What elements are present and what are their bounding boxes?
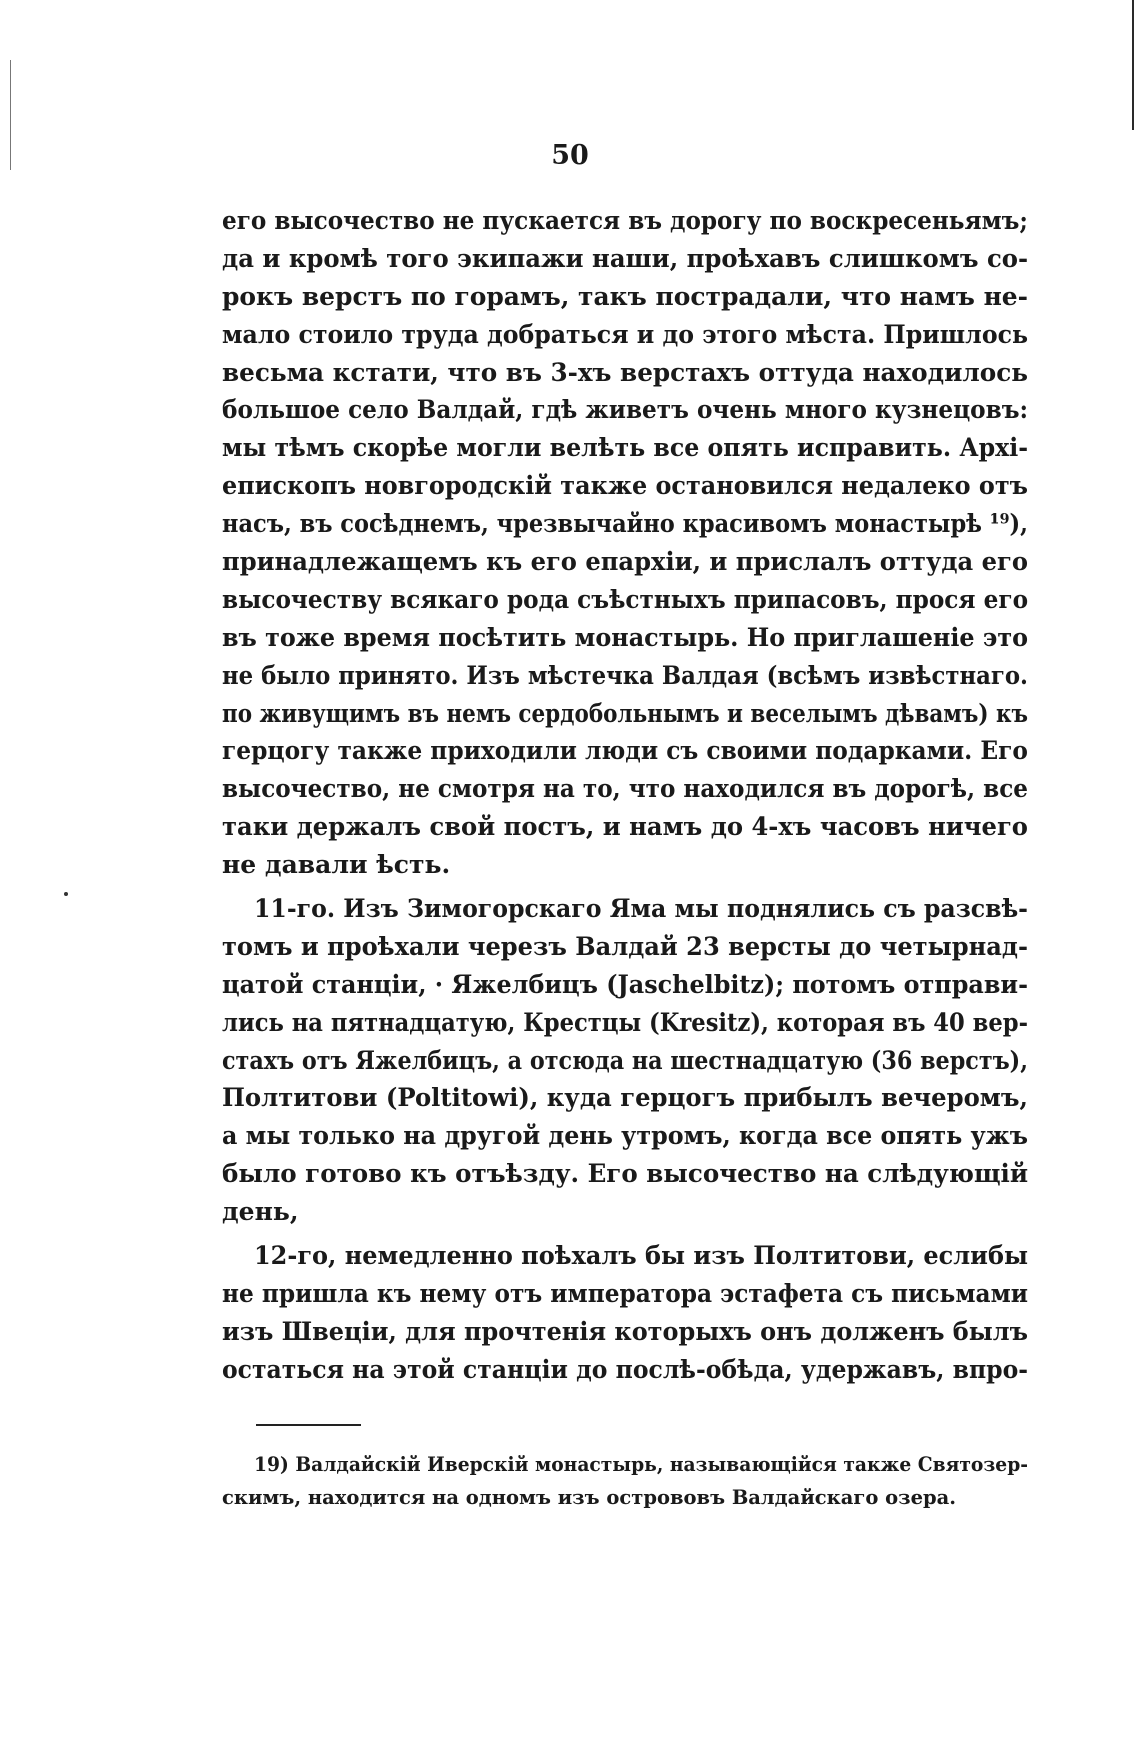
text-line: его высочество не пускается въ дорогу по воскресеньямъ; xyxy=(222,206,1028,235)
text-line: таки держалъ свой постъ, и намъ до 4-хъ часовъ ничего xyxy=(222,812,1028,842)
text-line: мы тѣмъ скорѣе могли велѣть все опять исправить. Архі- xyxy=(222,433,1029,463)
page-edge-line xyxy=(1132,0,1134,130)
text-line: стахъ отъ Яжелбицъ, а отсюда на шестнадцатую (36 верстъ), xyxy=(222,1045,1028,1075)
text-line: а мы только на другой день утромъ, когда все опять ужъ xyxy=(222,1121,1028,1151)
text-line: герцогу также приходили люди съ своими подарками. Его xyxy=(222,736,1028,766)
text-line: мало стоило труда добраться и до этого мѣста. Пришлось xyxy=(222,319,1029,349)
footnote xyxy=(222,1448,1028,1514)
text-line: принадлежащемъ къ его епархіи, и прислалъ оттуда его xyxy=(222,547,1028,577)
text-line: цатой станціи, · Яжелбицъ (Jaschelbitz); потомъ отправи- xyxy=(222,969,1028,999)
text-line: рокъ верстъ по горамъ, такъ пострадали, что намъ не- xyxy=(222,281,1029,311)
text-line: 11-го. Изъ Зимогорскаго Яма мы поднялись съ разсвѣ- xyxy=(254,894,1028,924)
page-number: 50 xyxy=(551,140,589,171)
text-line: было готово къ отъѣзду. Его высочество на слѣдующій xyxy=(222,1159,1029,1189)
text-line: изъ Швеціи, для прочтенія которыхъ онъ долженъ былъ xyxy=(222,1316,1028,1346)
text-line: томъ и проѣхали черезъ Валдай 23 версты до четырнад- xyxy=(222,931,1028,961)
text-line: по живущимъ въ немъ сердобольнымъ и веселымъ дѣвамъ) къ xyxy=(222,698,1029,728)
text-line: въ тоже время посѣтить монастырь. Но приглашеніе это xyxy=(222,622,1029,652)
margin-dot xyxy=(64,892,68,896)
text-line: 12-го, немедленно поѣхалъ бы изъ Полтитови, еслибы xyxy=(254,1241,1029,1271)
text-line: насъ, въ сосѣднемъ, чрезвычайно красивомъ монастырѣ ¹⁹), xyxy=(222,509,1028,539)
text-line: епископъ новгородскій также остановился недалеко отъ xyxy=(222,471,1028,501)
text-line: весьма кстати, что въ 3-хъ верстахъ оттуда находилось xyxy=(222,357,1028,387)
footnote-line: скимъ, находится на одномъ изъ острововъ Валдайскаго озера. xyxy=(222,1486,957,1509)
text-line: Полтитови (Poltitowi), куда герцогъ прибылъ вечеромъ, xyxy=(222,1083,1028,1113)
text-line: не было принято. Изъ мѣстечка Валдая (всѣмъ извѣстнаго. xyxy=(222,660,1028,690)
text-line: день, xyxy=(222,1197,299,1227)
text-line: большое село Валдай, гдѣ живетъ очень много кузнецовъ: xyxy=(222,395,1029,425)
text-line: высочеству всякаго рода съѣстныхъ припасовъ, прося его xyxy=(222,584,1029,614)
text-line: не пришла къ нему отъ императора эстафета съ письмами xyxy=(222,1278,1028,1308)
footnote-line: 19) Валдайскій Иверскій монастырь, называющійся также Святозер- xyxy=(254,1453,1029,1476)
text-line: да и кромѣ того экипажи наши, проѣхавъ слишкомъ со- xyxy=(222,243,1029,273)
text-line: не давали ѣсть. xyxy=(222,850,451,880)
text-line: остаться на этой станціи до послѣ-обѣда, удержавъ, впро- xyxy=(222,1354,1029,1384)
footnote-rule xyxy=(256,1424,361,1426)
text-line: высочество, не смотря на то, что находился въ дорогѣ, все xyxy=(222,774,1028,804)
body-text xyxy=(222,202,1028,1389)
text-line: лись на пятнадцатую, Крестцы (Kresitz), которая въ 40 вер- xyxy=(222,1007,1028,1037)
